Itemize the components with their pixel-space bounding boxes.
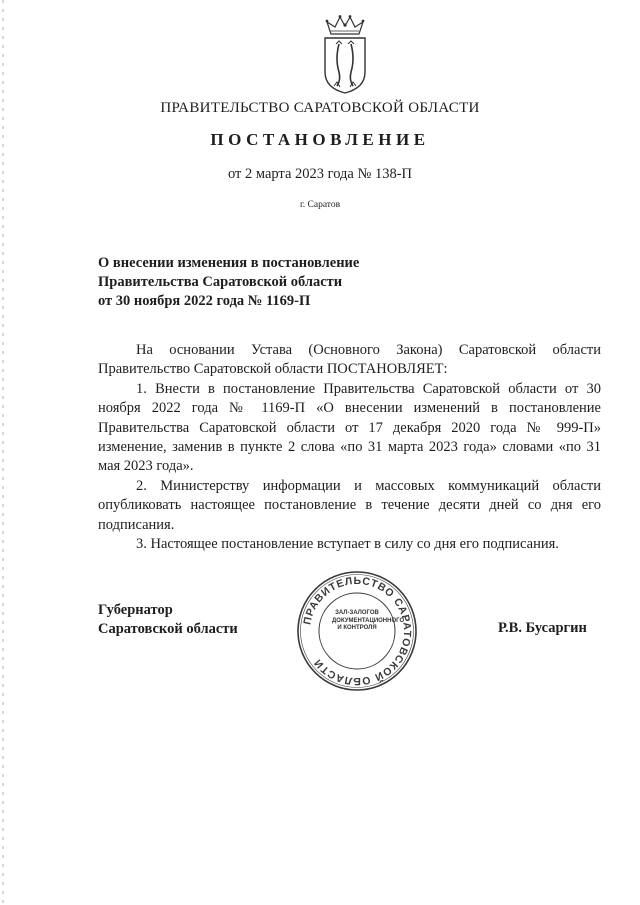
signatory-name: Р.В. Бусаргин — [498, 620, 587, 636]
subject-line: О внесении изменения в постановление — [98, 255, 360, 271]
body-paragraph: 1. Внести в постановление Правительства Саратовской области от 30 ноября 2022 года № 1169-П «О внесении изменений в постановление Правительства Саратовской области от 17 декабря 2020 года № 999-П» изменение, заменив в пункте 2 слова «по 31 марта 2023 года» словами «по 31 мая 2023 года». — [98, 380, 601, 475]
seal-inner-text — [332, 610, 405, 633]
body-paragraph: 2. Министерству информации и массовых коммуникаций области опубликовать настоящее постановление в течение десяти дней со дня его подписания. — [98, 477, 601, 533]
document-city: г. Саратов — [299, 200, 341, 210]
document-date-number: от 2 марта 2023 года № 138-П — [227, 166, 413, 182]
document-body — [98, 341, 601, 554]
government-name: ПРАВИТЕЛЬСТВО САРАТОВСКОЙ ОБЛАСТИ — [160, 100, 480, 116]
position-line: Губернатор — [98, 602, 173, 618]
signatory-position — [98, 601, 238, 639]
subject-line: Правительства Саратовской области — [98, 274, 343, 290]
document-type: ПОСТАНОВЛЕНИЕ — [210, 130, 430, 149]
document-subject — [98, 254, 359, 311]
position-line: Саратовской области — [98, 621, 238, 637]
seal-inner-line: И КОНТРОЛЯ — [337, 625, 377, 631]
seal-ring-text: ПРАВИТЕЛЬСТВО САРАТОВСКОЙ ОБЛАСТИ — [301, 574, 414, 688]
subject-line: от 30 ноября 2022 года № 1169-П — [98, 293, 311, 309]
coat-of-arms-icon — [317, 14, 373, 96]
body-paragraph: На основании Устава (Основного Закона) Саратовской области Правительство Саратовской области ПОСТАНОВЛЯЕТ: — [98, 342, 601, 378]
seal-inner-line: ДОКУМЕНТАЦИОННОГО — [332, 617, 405, 624]
body-paragraph: 3. Настоящее постановление вступает в силу со дня его подписания. — [136, 536, 559, 553]
seal-inner-line: ЗАЛ-ЗАЛОГОВ — [335, 610, 379, 616]
